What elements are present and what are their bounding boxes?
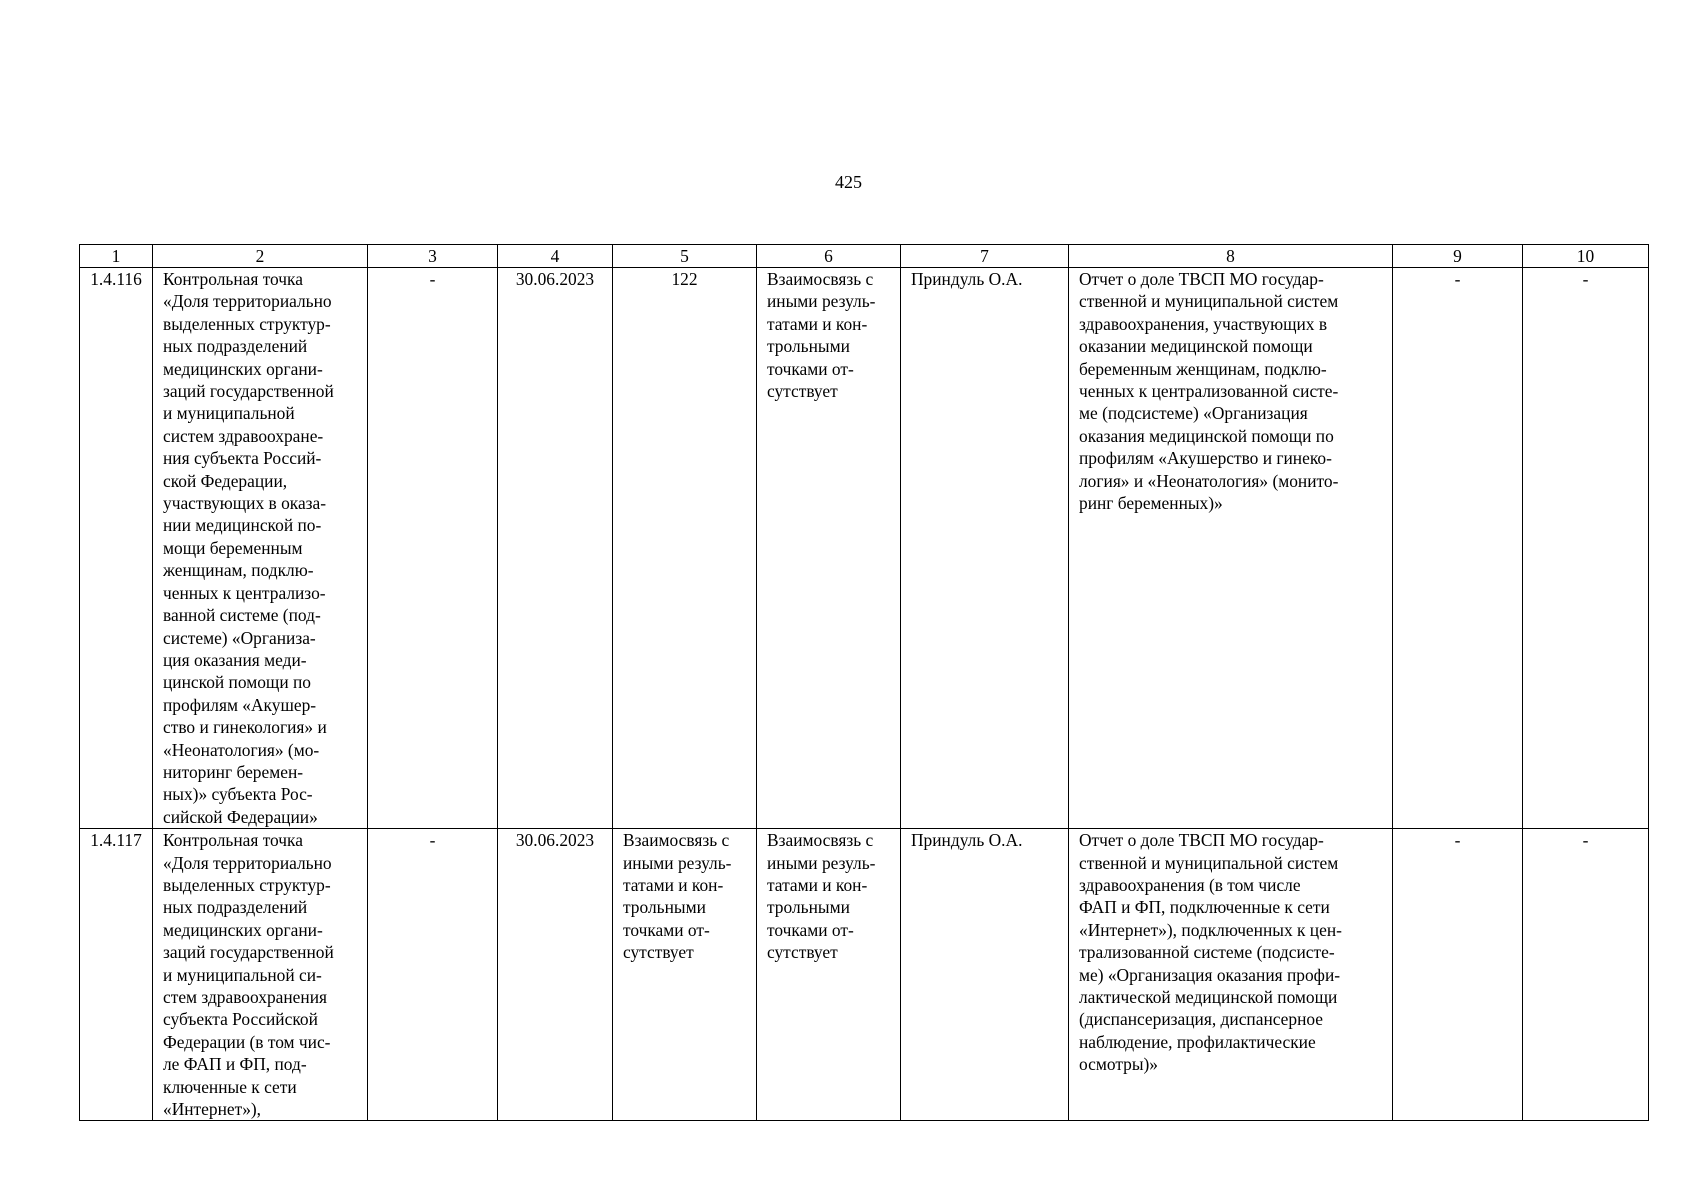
- column-header: 10: [1523, 245, 1649, 268]
- column-header: 2: [153, 245, 368, 268]
- page-number: 425: [835, 172, 862, 192]
- column-header: 3: [368, 245, 498, 268]
- date-cell: 30.06.2023: [498, 829, 613, 1121]
- column-10-cell: -: [1523, 829, 1649, 1121]
- column-9-cell: -: [1393, 268, 1523, 829]
- column-header: 1: [80, 245, 153, 268]
- date-cell: 30.06.2023: [498, 268, 613, 829]
- control-point-description-cell: Контрольная точка «Доля территориально выделенных структур- ных подразделений медицинских органи- заций государственной и муниципальной си- стем здравоохранения субъекта Российской Федерации (в том чис- ле ФАП и ФП, под- ключенные к сети «Интернет»),: [153, 829, 368, 1121]
- report-description-cell: Отчет о доле ТВСП МО государ- ственной и муниципальной систем здравоохранения (в том числе ФАП и ФП, подключенные к сети «Интернет»), подключенных к цен- трализованной системе (подсисте- ме) «Организация оказания профи- лактической медицинской помощи (диспансеризация, диспансерное наблюдение, профилактические осмотры)»: [1069, 829, 1393, 1121]
- column-header: 6: [757, 245, 901, 268]
- column-header: 8: [1069, 245, 1393, 268]
- responsible-person-cell: Приндуль О.А.: [901, 829, 1069, 1121]
- column-3-cell: -: [368, 829, 498, 1121]
- relationship-cell: Взаимосвязь с иными резуль- татами и кон- трольными точками от- сутствует: [757, 829, 901, 1121]
- column-header: 5: [613, 245, 757, 268]
- column-9-cell: -: [1393, 829, 1523, 1121]
- column-5-cell: 122: [613, 268, 757, 829]
- table-header-row: [80, 245, 1649, 268]
- document-table: [79, 244, 1649, 1121]
- column-header: 4: [498, 245, 613, 268]
- control-point-description-cell: Контрольная точка «Доля территориально выделенных структур- ных подразделений медицинских органи- заций государственной и муниципальной систем здравоохране- ния субъекта Россий- ской Федерации, участвующих в оказа- нии медицинской по- мощи беременным женщинам, подклю- ченных к централизо- ванной системе (под- системе) «Организа- ция оказания меди- цинской помощи по профилям «Акушер- ство и гинекология» и «Неонатология» (мо- ниторинг беремен- ных)» субъекта Рос- сийской Федерации»: [153, 268, 368, 829]
- relationship-cell: Взаимосвязь с иными резуль- татами и кон- трольными точками от- сутствует: [613, 829, 757, 1121]
- row-number-cell: 1.4.116: [80, 268, 153, 829]
- relationship-cell: Взаимосвязь с иными резуль- татами и кон- трольными точками от- сутствует: [757, 268, 901, 829]
- responsible-person-cell: Приндуль О.А.: [901, 268, 1069, 829]
- table-row: [80, 268, 1649, 829]
- row-number-cell: 1.4.117: [80, 829, 153, 1121]
- report-description-cell: Отчет о доле ТВСП МО государ- ственной и муниципальной систем здравоохранения, участвующих в оказании медицинской помощи беременным женщинам, подклю- ченных к централизованной систе- ме (подсистеме) «Организация оказания медицинской помощи по профилям «Акушерство и гинеко- логия» и «Неонатология» (монито- ринг беременных)»: [1069, 268, 1393, 829]
- column-header: 7: [901, 245, 1069, 268]
- column-10-cell: -: [1523, 268, 1649, 829]
- column-header: 9: [1393, 245, 1523, 268]
- table-row: [80, 829, 1649, 1121]
- column-3-cell: -: [368, 268, 498, 829]
